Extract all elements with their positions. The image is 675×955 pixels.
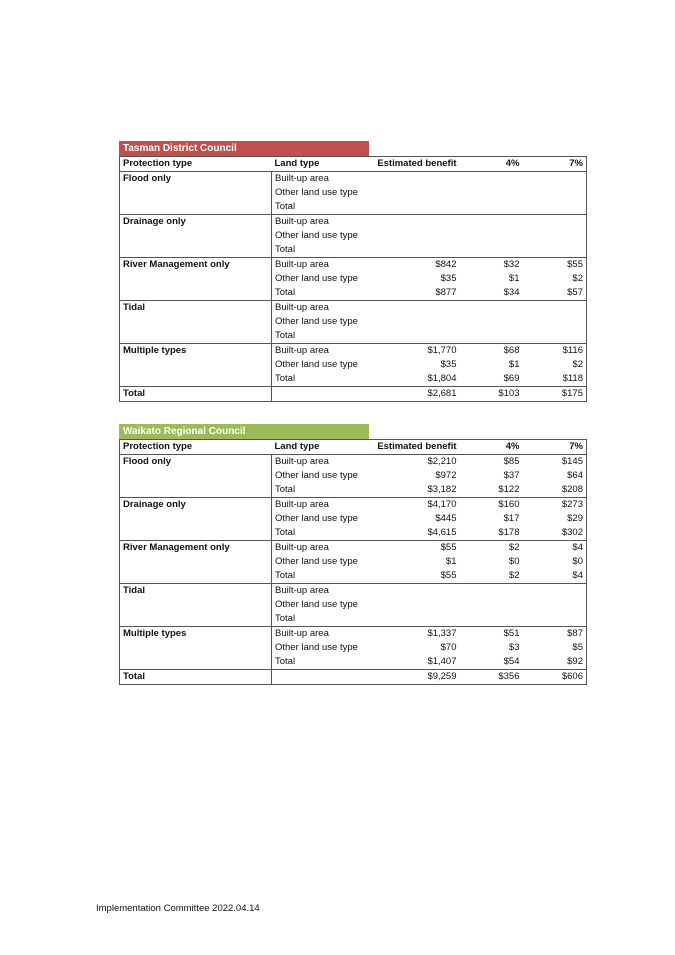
rate-7-cell [523,229,587,243]
table-row [120,555,587,569]
table-row [120,512,587,526]
header-land-type: Land type [272,157,370,172]
header-protection-type: Protection type [120,440,272,455]
table-row [120,229,587,243]
table-row [120,498,587,513]
protection-type-cell: River Management only [120,258,272,273]
estimated-benefit-cell: $35 [440,273,457,284]
land-type-cell: Other land use type [275,513,358,524]
land-type-cell: Total [272,655,370,670]
land-type-cell: Built-up area [275,302,329,313]
rate-4-cell [460,329,523,344]
table-row [120,301,587,316]
rate-7-cell [523,301,587,316]
rate-4-cell [460,301,523,316]
protection-type-cell-empty [120,641,272,655]
rate-7-cell [523,172,587,187]
tasman-table-block [119,141,586,402]
land-type-cell: Built-up area [275,456,329,467]
estimated-benefit-cell [370,301,460,316]
header-estimated-benefit: Estimated benefit [370,440,460,455]
grand-total-row [120,670,587,685]
protection-type-cell: Flood only [120,172,272,187]
estimated-benefit-cell: $3,182 [370,483,460,498]
rate-4-cell: $54 [460,655,523,670]
protection-type-cell-empty [120,315,272,329]
estimated-benefit-cell: $35 [440,359,457,370]
protection-type-cell-empty [120,358,272,372]
table-row [120,344,587,359]
protection-type-cell: Multiple types [120,344,272,359]
estimated-benefit-cell: $2,210 [427,456,457,467]
land-type-cell: Built-up area [275,173,329,184]
land-type-cell: Built-up area [275,542,329,553]
table-row [120,315,587,329]
rate-4-cell: $1 [508,359,520,370]
table-row [120,655,587,670]
grand-total-label: Total [120,387,272,402]
protection-type-cell-empty [120,512,272,526]
rate-4-cell: $34 [460,286,523,301]
table-row [120,455,587,470]
table-header-row [120,157,587,172]
rate-4-cell [460,612,523,627]
estimated-benefit-cell [370,243,460,258]
land-type-cell: Total [272,286,370,301]
tasman-council-header: Tasman District Council [119,141,369,156]
protection-type-cell: Flood only [120,455,272,470]
table-row [120,172,587,187]
land-type-cell: Other land use type [275,273,358,284]
rate-7-cell: $2 [572,273,583,284]
rate-7-cell [523,186,587,200]
rate-7-cell: $2 [572,359,583,370]
protection-type-cell-empty [120,229,272,243]
protection-type-cell-empty [120,186,272,200]
rate-7-cell [523,243,587,258]
protection-type-cell-empty [120,286,272,301]
rate-7-cell: $208 [523,483,587,498]
estimated-benefit-cell [370,612,460,627]
rate-7-cell: $273 [561,499,583,510]
protection-type-cell-empty [120,200,272,215]
estimated-benefit-cell [370,172,460,187]
protection-type-cell-empty [120,483,272,498]
estimated-benefit-cell: $445 [435,513,457,524]
rate-4-cell: $0 [508,556,520,567]
header-protection-type: Protection type [120,157,272,172]
table-row [120,526,587,541]
land-type-cell: Total [272,372,370,387]
land-type-cell: Other land use type [275,316,358,327]
estimated-benefit-cell: $4,615 [370,526,460,541]
protection-type-cell-empty [120,469,272,483]
rate-4-cell: $1 [508,273,520,284]
rate-7-cell: $5 [572,642,583,653]
estimated-benefit-cell [370,315,460,329]
estimated-benefit-cell [370,186,460,200]
estimated-benefit-cell [370,598,460,612]
rate-7-cell: $87 [567,628,583,639]
waikato-benefit-table [119,439,587,685]
rate-4-cell: $17 [503,513,520,524]
protection-type-cell-empty [120,372,272,387]
land-type-cell: Built-up area [275,345,329,356]
protection-type-cell: Drainage only [120,215,272,230]
rate-4-cell [460,186,523,200]
estimated-benefit-cell: $70 [440,642,457,653]
header-estimated-benefit: Estimated benefit [370,157,460,172]
rate-4-cell [460,315,523,329]
grand-total-rate-7: $606 [561,671,583,682]
tasman-benefit-table [119,156,587,402]
estimated-benefit-cell: $1 [445,556,457,567]
table-row [120,372,587,387]
land-type-cell: Other land use type [275,599,358,610]
estimated-benefit-cell: $1,407 [370,655,460,670]
rate-4-cell [460,243,523,258]
table-row [120,469,587,483]
land-type-cell: Total [272,329,370,344]
land-type-cell: Built-up area [275,259,329,270]
table-row [120,258,587,273]
estimated-benefit-cell [370,200,460,215]
table-row [120,243,587,258]
land-type-cell: Total [272,243,370,258]
rate-7-cell: $57 [523,286,587,301]
rate-4-cell: $85 [503,456,520,467]
rate-7-cell: $92 [523,655,587,670]
rate-7-cell: $0 [572,556,583,567]
estimated-benefit-cell [370,215,460,230]
waikato-council-header: Waikato Regional Council [119,424,369,439]
protection-type-cell-empty [120,598,272,612]
rate-7-cell: $4 [572,542,583,553]
rate-7-cell: $145 [561,456,583,467]
grand-total-benefit: $2,681 [427,388,457,399]
rate-7-cell [523,612,587,627]
rate-4-cell: $51 [503,628,520,639]
land-type-cell: Built-up area [275,628,329,639]
rate-4-cell: $32 [503,259,520,270]
land-type-cell: Other land use type [275,359,358,370]
land-type-cell: Other land use type [275,642,358,653]
rate-7-cell: $64 [567,470,583,481]
land-type-cell: Total [272,200,370,215]
rate-7-cell: $4 [523,569,587,584]
estimated-benefit-cell: $842 [435,259,457,270]
table-row [120,612,587,627]
header-rate-4: 4% [460,157,523,172]
protection-type-cell-empty [120,612,272,627]
grand-total-spacer [272,387,370,402]
grand-total-label: Total [120,670,272,685]
header-rate-7: 7% [523,440,587,455]
table-row [120,598,587,612]
land-type-cell: Built-up area [275,216,329,227]
protection-type-cell: Tidal [120,584,272,599]
protection-type-cell-empty [120,655,272,670]
header-rate-7: 7% [523,157,587,172]
table-header-row [120,440,587,455]
rate-4-cell: $3 [508,642,520,653]
protection-type-cell: River Management only [120,541,272,556]
rate-4-cell: $122 [460,483,523,498]
rate-4-cell: $37 [503,470,520,481]
header-land-type: Land type [272,440,370,455]
land-type-cell: Other land use type [275,470,358,481]
estimated-benefit-cell: $877 [370,286,460,301]
land-type-cell: Other land use type [275,556,358,567]
protection-type-cell: Tidal [120,301,272,316]
waikato-table-block [119,424,586,685]
rate-7-cell [523,315,587,329]
rate-4-cell: $2 [460,569,523,584]
protection-type-cell-empty [120,526,272,541]
rate-4-cell: $68 [503,345,520,356]
estimated-benefit-cell [370,229,460,243]
land-type-cell: Total [272,526,370,541]
rate-7-cell [523,584,587,599]
land-type-cell: Total [272,483,370,498]
table-row [120,584,587,599]
protection-type-cell-empty [120,272,272,286]
table-row [120,329,587,344]
protection-type-cell-empty [120,555,272,569]
table-row [120,541,587,556]
header-rate-4: 4% [460,440,523,455]
grand-total-rate-4: $356 [498,671,520,682]
rate-7-cell [523,598,587,612]
estimated-benefit-cell: $972 [435,470,457,481]
protection-type-cell-empty [120,329,272,344]
table-row [120,627,587,642]
estimated-benefit-cell [370,584,460,599]
rate-7-cell: $118 [523,372,587,387]
protection-type-cell: Multiple types [120,627,272,642]
page-footer: Implementation Committee 2022.04.14 [96,903,260,914]
rate-4-cell [460,200,523,215]
table-row [120,186,587,200]
protection-type-cell-empty [120,243,272,258]
estimated-benefit-cell: $55 [440,542,457,553]
rate-4-cell [460,215,523,230]
table-row [120,200,587,215]
rate-4-cell [460,598,523,612]
rate-7-cell: $55 [567,259,583,270]
estimated-benefit-cell: $1,337 [427,628,457,639]
rate-4-cell: $178 [460,526,523,541]
rate-4-cell: $69 [460,372,523,387]
land-type-cell: Other land use type [275,187,358,198]
protection-type-cell: Drainage only [120,498,272,513]
estimated-benefit-cell: $55 [370,569,460,584]
rate-4-cell: $160 [498,499,520,510]
table-row [120,215,587,230]
rate-7-cell [523,329,587,344]
grand-total-row [120,387,587,402]
grand-total-rate-7: $175 [561,388,583,399]
rate-7-cell: $302 [523,526,587,541]
grand-total-rate-4: $103 [498,388,520,399]
rate-7-cell [523,215,587,230]
grand-total-spacer [272,670,370,685]
land-type-cell: Built-up area [275,585,329,596]
land-type-cell: Other land use type [275,230,358,241]
estimated-benefit-cell [370,329,460,344]
land-type-cell: Total [272,569,370,584]
estimated-benefit-cell: $1,804 [370,372,460,387]
estimated-benefit-cell: $4,170 [427,499,457,510]
rate-7-cell: $29 [567,513,583,524]
land-type-cell: Total [272,612,370,627]
rate-4-cell [460,172,523,187]
rate-4-cell [460,584,523,599]
grand-total-benefit: $9,259 [427,671,457,682]
estimated-benefit-cell: $1,770 [427,345,457,356]
table-row [120,358,587,372]
rate-7-cell: $116 [562,345,583,356]
table-row [120,272,587,286]
rate-7-cell [523,200,587,215]
table-row [120,286,587,301]
rate-4-cell: $2 [508,542,520,553]
land-type-cell: Built-up area [275,499,329,510]
rate-4-cell [460,229,523,243]
table-row [120,569,587,584]
table-row [120,641,587,655]
protection-type-cell-empty [120,569,272,584]
table-row [120,483,587,498]
